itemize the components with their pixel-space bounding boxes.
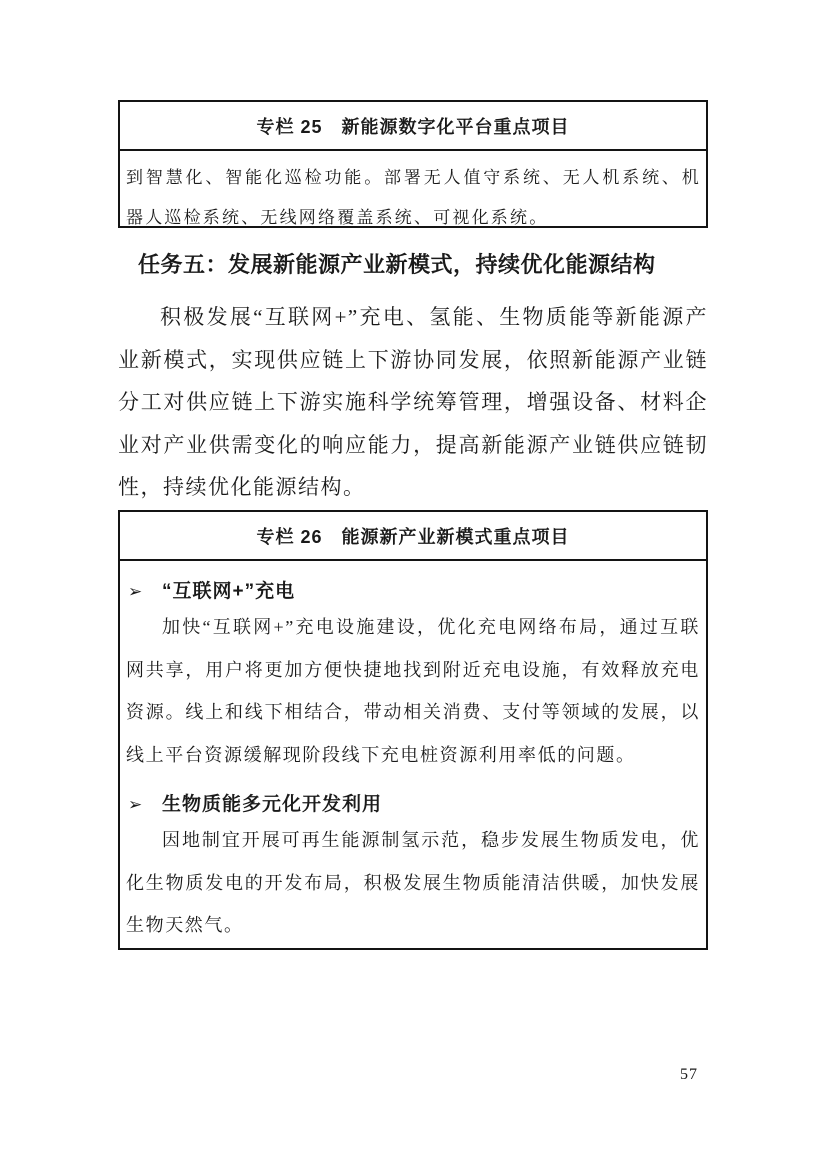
box26-item-1-heading: “互联网+”充电: [162, 581, 296, 602]
arrow-bullet-icon: ➢: [128, 582, 144, 601]
column-box-25-body: 到智慧化、智能化巡检功能。部署无人值守系统、无人机系统、机器人巡检系统、无线网络覆盖系统、可视化系统。: [126, 168, 701, 227]
column-box-25-title: 专栏 25 新能源数字化平台重点项目: [120, 102, 706, 151]
section-heading-task-5: 任务五：发展新能源产业新模式，持续优化能源结构: [138, 252, 656, 277]
section-paragraph: 积极发展“互联网+”充电、氢能、生物质能等新能源产业新模式，实现供应链上下游协同发展，依照新能源产业链分工对供应链上下游实施科学统筹管理，增强设备、材料企业对产业供需变化的响应能力，提高新能源产业链供应链韧性，持续优化能源结构。: [118, 305, 708, 499]
column-box-26-title: 专栏 26 能源新产业新模式重点项目: [120, 512, 706, 561]
box26-item-2-heading: 生物质能多元化开发利用: [162, 794, 383, 815]
box26-item-2-heading-row: [126, 789, 700, 816]
column-box-25: [118, 100, 708, 228]
box26-item-1-body: 加快“互联网+”充电设施建设，优化充电网络布局，通过互联网共享，用户将更加方便快捷地找到附近充电设施，有效释放充电资源。线上和线下相结合，带动相关消费、支付等领域的发展，以线上平台资源缓解现阶段线下充电桩资源利用率低的问题。: [126, 617, 700, 765]
arrow-bullet-icon: ➢: [128, 795, 144, 814]
column-box-26: [118, 510, 708, 950]
box26-item-2-body: 因地制宜开展可再生能源制氢示范，稳步发展生物质发电，优化生物质发电的开发布局，积极发展生物质能清洁供暖，加快发展生物天然气。: [126, 830, 700, 935]
box26-item-1-heading-row: [126, 576, 700, 603]
column-box-26-content: [120, 561, 706, 947]
page-number: 57: [680, 1066, 698, 1083]
